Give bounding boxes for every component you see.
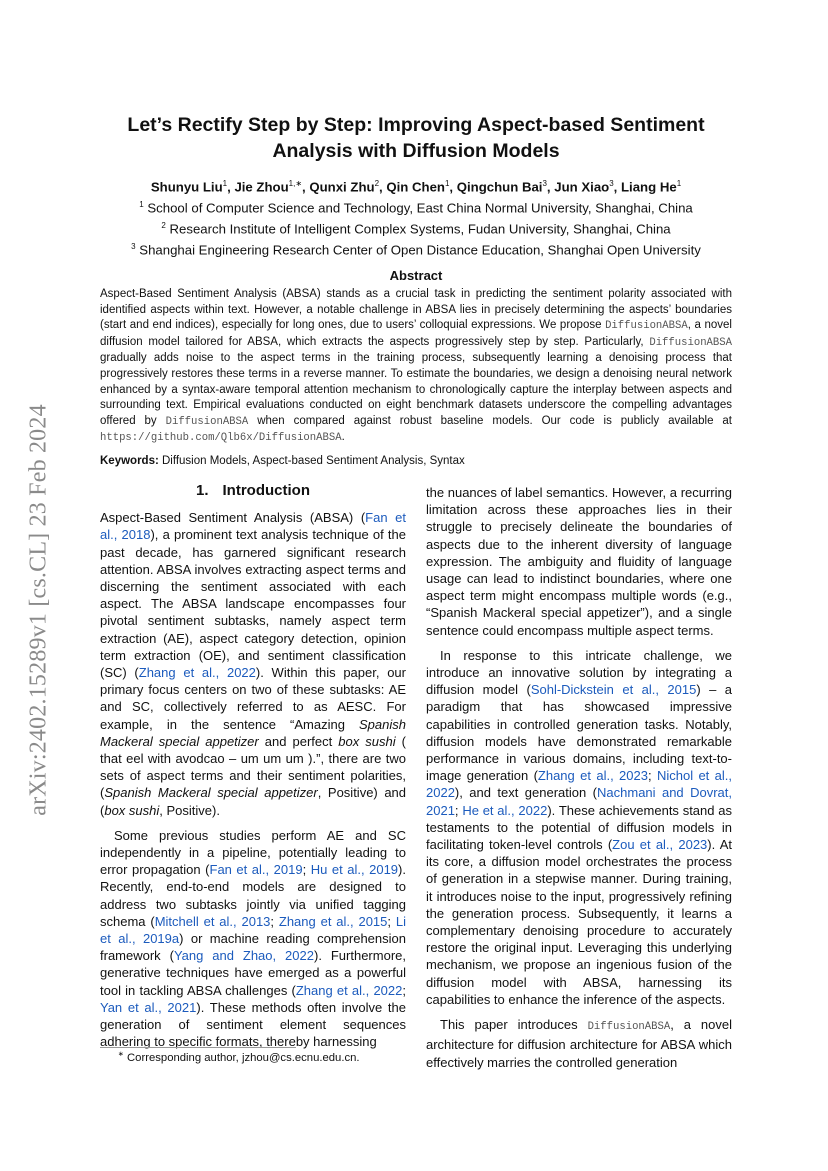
citation-link[interactable]: Zhang et al., 2023 [537, 768, 648, 784]
paragraph: the nuances of label semantics. However, a recurring limitation across these approaches lies in their struggle to precisely delineate the boundaries of aspects due to the inherent diversity of language expression. The ambiguity and fluidity of language usage can lead to indistinct boundaries, where one aspect term might encompass multiple words (e.g., “Spanish Mackeral special appetizer”), and a single sentence could encompass multiple aspect terms. [426, 485, 732, 638]
citation-link[interactable]: Fan et al., 2019 [209, 862, 303, 878]
abstract-body: Aspect-Based Sentiment Analysis (ABSA) stands as a crucial task in predicting the sentiment polarity associated with identified aspects within text. However, a notable challenge in ABSA lies in precisely determining the aspects’ boundaries (start and end indices), especially for long ones, due to users’ colloquial expressions. We propose DiffusionABSA, a novel diffusion model tailored for ABSA, which extracts the aspects progressively step by step. Particularly, DiffusionABSA gradually adds noise to the aspect terms in the training process, subsequently learning a denoising process that progressively restores these terms in a reverse manner. To estimate the boundaries, we design a denoising neural network enhanced by a syntax-aware temporal attention mechanism to chronologically capture the interplay between aspects and surrounding text. Empirical evaluations conducted on eight benchmark datasets underscore the compelling advantages offered by DiffusionABSA when compared against robust baseline models. Our code is publicly available at https://github.com/Qlb6x/DiffusionABSA. [100, 288, 732, 445]
citation-link[interactable]: He et al., 2022 [462, 802, 548, 818]
model-name: DiffusionABSA [649, 336, 732, 349]
citation-link[interactable]: Yang and Zhao, 2022 [173, 948, 314, 964]
footnote-divider [100, 1047, 296, 1048]
citation-link[interactable]: Zou et al., 2023 [612, 837, 708, 853]
paragraph: Some previous studies perform AE and SC independently in a pipeline, potentially leading to error propagation (Fan et al., 2019; Hu et al., 2019). Recently, end-to-end models are designed to address two subtasks jointly via unified tagging schema (Mitchell et al., 2013; Zhang et al., 2015; Li et al., 2019a) or machine reading comprehension framework (Yang and Zhao, 2022). Furthermore, generative techniques have emerged as a powerful tool in tackling ABSA challenges (Zhang et al., 2022; Yan et al., 2021). These methods often involve the generation of sentiment element sequences adhering to specific formats, thereby harnessing [100, 827, 406, 1050]
citation-link[interactable]: Nachmani and Dovrat, 2021 [426, 785, 732, 818]
author-name: Jie Zhou [234, 179, 289, 195]
right-column [426, 484, 732, 1079]
paragraph: Aspect-Based Sentiment Analysis (ABSA) (Fan et al., 2018), a prominent text analysis technique of the past decade, has garnered significant research attention. ABSA involves extracting aspect terms and discerning the sentiment associated with each aspect. The ABSA landscape encompasses four pivotal sentiment subtasks, namely aspect term extraction (AE), aspect category detection, opinion term extraction (OE), and sentiment classification (SC) (Zhang et al., 2022). Within this paper, our primary focus centers on two of these subtasks: AE and SC, collectively referred to as AESC. For example, in the sentence “Amazing Spanish Mackeral special appetizer and perfect box sushi ( that eel with avodcao – um um um ).”, there are two sets of aspect terms and their sentiment polarities, (Spanish Mackeral special appetizer, Positive) and (box sushi, Positive). [100, 510, 407, 818]
model-name: DiffusionABSA [165, 415, 249, 428]
citation-link[interactable]: Li et al., 2019a [100, 913, 406, 947]
author-name: Jun Xiao [554, 179, 610, 195]
paper-title: Let’s Rectify Step by Step: Improving Aspect-based Sentiment Analysis with Diffusion Models [127, 114, 705, 162]
abstract-heading: Abstract [389, 268, 443, 283]
author-name: Qingchun Bai [456, 179, 543, 195]
affiliation: $^2$ Research Institute of Intelligent Complex Systems, Fudan University, Shanghai, China [161, 220, 671, 237]
citation-link[interactable]: Zhang et al., 2022 [295, 982, 403, 998]
arxiv-identifier: arXiv:2402.15289v1 [cs.CL] 23 Feb 2024 [25, 404, 52, 816]
citation-link[interactable]: Mitchell et al., 2013 [154, 913, 271, 929]
citation-link[interactable]: Hu et al., 2019 [310, 862, 399, 878]
citation-link[interactable]: Yan et al., 2021 [100, 999, 197, 1015]
citation-link[interactable]: Sohl-Dickstein et al., 2015 [530, 682, 697, 698]
section-heading: 1. Introduction [196, 482, 310, 499]
author-mark: 1 [222, 179, 228, 188]
keywords-text: Diffusion Models, Aspect-based Sentiment Analysis, Syntax [158, 455, 465, 467]
footnote: ∗ Corresponding author, jzhou@cs.ecnu.edu.cn. [118, 1051, 360, 1064]
author-name: Liang He [621, 179, 677, 195]
author-mark: 3 [609, 179, 614, 188]
author-mark: 2 [374, 179, 380, 188]
left-column [100, 482, 406, 1059]
affiliation-list [100, 196, 732, 259]
author-list: Shunyu Liu$^1$, Jie Zhou$^{1,∗}$, Qunxi Zhu$^2$, Qin Chen$^1$, Qingchun Bai$^3$, Jun Xiao$^3$, Liang He$^1$ [150, 179, 682, 195]
author-mark: 3 [542, 179, 547, 188]
citation-link[interactable]: Fan et al., 2018 [100, 510, 406, 543]
code-url-link[interactable]: https://github.com/Qlb6x/DiffusionABSA [100, 432, 342, 445]
keywords-label: Keywords: [100, 455, 159, 467]
citation-link[interactable]: Nichol et al., 2022 [426, 768, 732, 801]
author-name: Qin Chen [386, 179, 445, 195]
model-name: DiffusionABSA [587, 1021, 671, 1034]
affiliation: $^1$ School of Computer Science and Technology, East China Normal University, Shanghai, China [139, 200, 693, 216]
citation-link[interactable]: Zhang et al., 2022 [138, 665, 256, 681]
paragraph: In response to this intricate challenge, we introduce an innovative solution by integrating a diffusion model (Sohl-Dickstein et al., 2015) – a paradigm that has showcased impressive capabilities in controlled generation tasks. Notably, diffusion models have demonstrated remarkable performance in various domains, including text-to-image generation (Zhang et al., 2023; Nichol et al., 2022), and text generation (Nachmani and Dovrat, 2021; He et al., 2022). These achievements stand as testaments to the potential of diffusion models in facilitating token-level controls (Zou et al., 2023). At its core, a diffusion model orchestrates the process of generation in a stepwise manner. During training, it introduces noise to the input, progressively refining the generation process. Subsequently, it learns a complementary denoising procedure to accurately restore the original input. Leveraging this underlying mechanism, we propose an ingenious fusion of the diffusion model with ABSA, harnessing its capabilities to enhance the inference of the aspects. [426, 647, 733, 1007]
citation-link[interactable]: Zhang et al., 2015 [278, 913, 388, 929]
affiliation: $^3$ Shanghai Engineering Research Center of Open Distance Education, Shanghai Open University [131, 241, 701, 258]
keywords [100, 455, 732, 467]
author-mark: 1 [676, 179, 682, 188]
model-name: DiffusionABSA [605, 320, 688, 333]
author-name: Shunyu Liu [150, 179, 223, 195]
author-mark: 1 [444, 179, 450, 188]
paragraph: This paper introduces DiffusionABSA, a novel architecture for diffusion architecture for ABSA which effectively marries the controlled generation [426, 1017, 732, 1070]
author-mark: 1,∗ [288, 179, 303, 188]
author-name: Qunxi Zhu [309, 179, 375, 195]
